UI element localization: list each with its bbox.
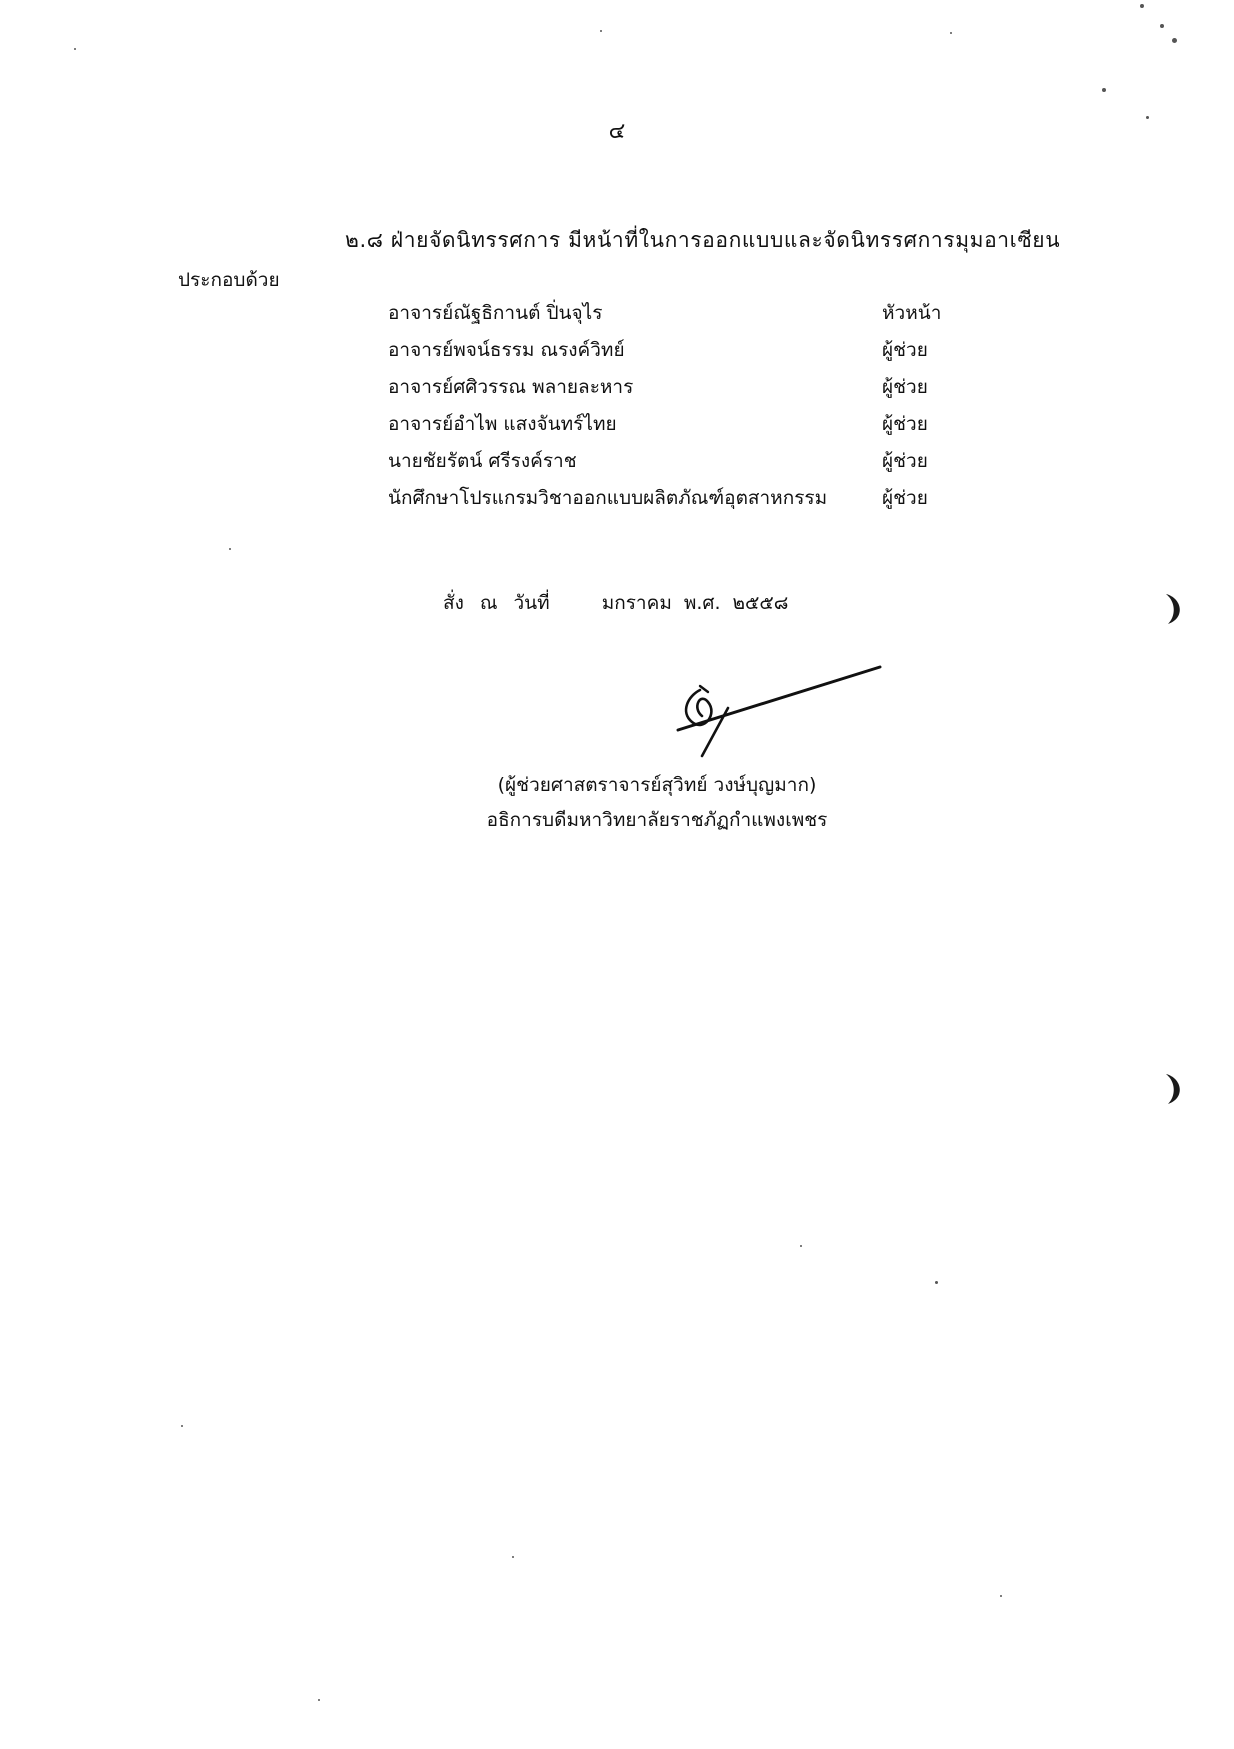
order-date-ordered: สั่ง <box>443 592 464 614</box>
scan-speck <box>318 1699 320 1701</box>
member-row <box>388 446 988 483</box>
scan-speck <box>950 32 952 34</box>
scan-speck <box>229 548 231 550</box>
order-date-at: ณ <box>479 592 498 614</box>
member-role: หัวหน้า <box>882 302 942 324</box>
member-role: ผู้ช่วย <box>882 413 928 435</box>
scan-speck <box>1160 24 1164 28</box>
member-name: อาจารย์พจน์ธรรม ณรงค์วิทย์ <box>388 339 625 361</box>
page-number: ๔ <box>608 119 626 144</box>
scan-speck <box>1000 1595 1002 1597</box>
scan-speck <box>1146 116 1149 119</box>
member-role: ผู้ช่วย <box>882 487 928 509</box>
member-name: อาจารย์ณัฐธิกานต์ ปิ่นจุไร <box>388 302 603 324</box>
scan-speck <box>1172 38 1177 43</box>
scan-speck <box>600 30 602 32</box>
member-role: ผู้ช่วย <box>882 450 928 472</box>
scan-speck <box>512 1556 514 1558</box>
member-row <box>388 335 988 372</box>
member-row <box>388 409 988 446</box>
scan-speck <box>800 1245 802 1247</box>
order-date-day-label: วันที่ <box>513 592 550 614</box>
signer-title: อธิการบดีมหาวิทยาลัยราชภัฏกำแพงเพชร <box>486 809 828 831</box>
member-row <box>388 372 988 409</box>
hole-punch-mark <box>1158 1070 1188 1110</box>
scan-speck <box>74 48 76 50</box>
member-name: อาจารย์อำไพ แสงจันทร์ไทย <box>388 413 617 435</box>
hole-punch-mark <box>1158 590 1188 630</box>
scan-speck <box>1102 88 1106 92</box>
order-date <box>443 588 788 618</box>
section-heading: ๒.๘ ฝ่ายจัดนิทรรศการ มีหน้าที่ในการออกแบบและจัดนิทรรศการมุมอาเซียน <box>345 228 1061 252</box>
order-date-era: พ.ศ. <box>683 592 721 614</box>
order-date-month: มกราคม <box>601 592 672 614</box>
member-name: นักศึกษาโปรแกรมวิชาออกแบบผลิตภัณฑ์อุตสาหกรรม <box>388 487 828 509</box>
member-name: อาจารย์ศศิวรรณ พลายละหาร <box>388 376 634 398</box>
scan-speck <box>935 1281 938 1284</box>
member-row <box>388 298 988 335</box>
member-role: ผู้ช่วย <box>882 376 928 398</box>
member-role: ผู้ช่วย <box>882 339 928 361</box>
member-list <box>388 298 988 520</box>
scan-speck <box>1140 4 1144 8</box>
member-row <box>388 483 988 520</box>
order-date-year: ๒๕๕๘ <box>732 592 789 614</box>
composed-of-label: ประกอบด้วย <box>178 269 280 291</box>
signature <box>640 652 900 762</box>
scan-speck <box>181 1425 183 1427</box>
signer-name: (ผู้ช่วยศาสตราจารย์สุวิทย์ วงษ์บุญมาก) <box>497 774 817 796</box>
member-name: นายชัยรัตน์ ศรีรงค์ราช <box>388 450 577 472</box>
